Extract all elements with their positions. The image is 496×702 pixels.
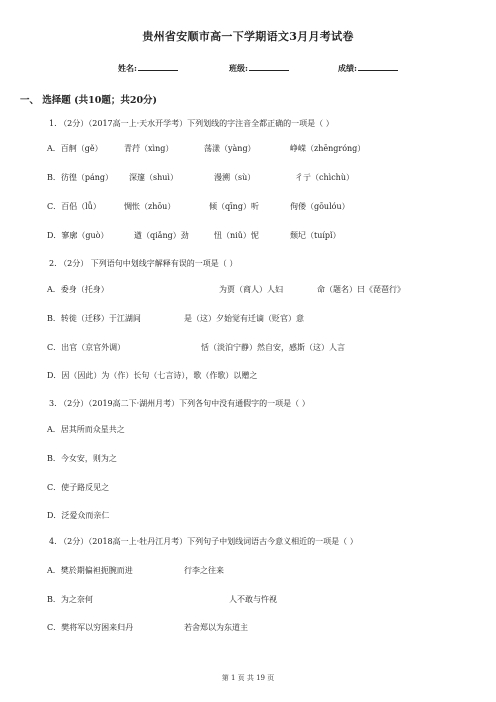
section-heading: 一、 选择题 (共10题；共20分) — [20, 95, 158, 106]
question-1-option-a — [47, 143, 467, 155]
name-blank — [138, 62, 178, 71]
class-label: 班级: — [229, 63, 248, 73]
option-segment: 若舍郑以为东道主 — [184, 623, 248, 632]
question-3-stem: 3. （2分）（2019高二下·湖州月考）下列各句中没有通假字的一项是（ ） — [49, 399, 310, 408]
class-field — [229, 62, 289, 74]
option-segment: 青荇（xìng） — [124, 144, 174, 153]
class-blank — [249, 62, 289, 71]
question-2-option-c — [47, 342, 467, 354]
option-segment: 惆怅（zhōu） — [124, 202, 176, 211]
option-segment: A．百舸（gě） — [47, 144, 103, 153]
question-2-stem: 2. （2分） 下列语句中划线字解释有误的一项是（ ） — [49, 259, 238, 268]
option-segment: 恬（淡泊宁静）然自安，感斯（这）人言 — [201, 343, 345, 352]
question-2-option-d: D．因（因此）为（作）长句（七言诗），歌（作歌）以赠之 — [47, 371, 258, 380]
question-3-option-b: B．今女安，则为之 — [47, 454, 117, 463]
option-segment: C．樊将军以穷困来归丹 — [47, 623, 134, 632]
question-1-option-b — [47, 172, 467, 184]
student-info-row — [0, 62, 496, 76]
name-field — [118, 62, 178, 74]
option-segment: D．寥廓（guò） — [47, 231, 109, 240]
option-segment: C．百侣（lǚ） — [47, 202, 101, 211]
option-segment: B．转徙（迁移）于江湖间 — [47, 314, 141, 323]
question-2-option-a — [47, 284, 467, 296]
option-segment: A．委身（托身） — [47, 285, 109, 294]
page-footer: 第 1 页 共 19 页 — [221, 674, 275, 682]
score-blank — [358, 62, 398, 71]
score-label: 成绩: — [338, 63, 357, 73]
option-segment: 倾（qīng）听 — [209, 202, 259, 211]
page-title: 贵州省安顺市高一下学期语文3月月考试卷 — [142, 30, 354, 43]
option-segment: 佝偻（gōulóu） — [290, 202, 350, 211]
question-4-stem: 4. （2分）（2018高一上·牡丹江月考）下列句子中划线词语古今意义相近的一项是（ ） — [49, 537, 358, 546]
question-3-option-a: A．居其所而众星共之 — [47, 425, 125, 434]
option-segment: 命（题名）曰《琵琶行》 — [317, 285, 405, 294]
option-segment: 人不敢与忤视 — [229, 595, 277, 604]
score-field — [338, 62, 398, 74]
option-segment: 漫溯（sù） — [214, 173, 256, 182]
option-segment: A．樊於期偏袒扼腕而进 — [47, 566, 133, 575]
question-4-option-b — [47, 594, 467, 606]
option-segment: C．出官（京官外调） — [47, 343, 126, 352]
option-segment: 忸（niǔ）怩 — [214, 231, 259, 240]
option-segment: B．为之奈何 — [47, 595, 93, 604]
question-4-option-a — [47, 565, 467, 577]
question-1-option-c — [47, 201, 467, 213]
option-segment: 颓圮（tuípǐ） — [290, 231, 341, 240]
option-segment: B．彷徨（páng） — [47, 173, 114, 182]
name-label: 姓名: — [118, 63, 137, 73]
option-segment: 彳亍（chìchù） — [295, 173, 354, 182]
option-segment: 峥嵘（zhēngróng） — [290, 144, 366, 153]
question-1-stem: 1. （2分）（2017高一上·天水开学考）下列划线的字注音全都正确的一项是（ ） — [49, 119, 334, 128]
question-1-option-d — [47, 230, 467, 242]
option-segment: 荡漾（yàng） — [204, 144, 256, 153]
option-segment: 是（这）夕始觉有迁谪（贬官）意 — [184, 314, 304, 323]
option-segment: 遒（qiǎng）劲 — [134, 231, 189, 240]
question-4-option-c — [47, 622, 467, 634]
question-3-option-c: C．使子路反见之 — [47, 483, 110, 492]
question-3-option-d: D．泛爱众而亲仁 — [47, 511, 110, 520]
option-segment: 行李之往来 — [184, 566, 224, 575]
option-segment: 为贾（商人）人妇 — [219, 285, 283, 294]
question-2-option-b — [47, 313, 467, 325]
option-segment: 深邃（shuì） — [129, 173, 178, 182]
